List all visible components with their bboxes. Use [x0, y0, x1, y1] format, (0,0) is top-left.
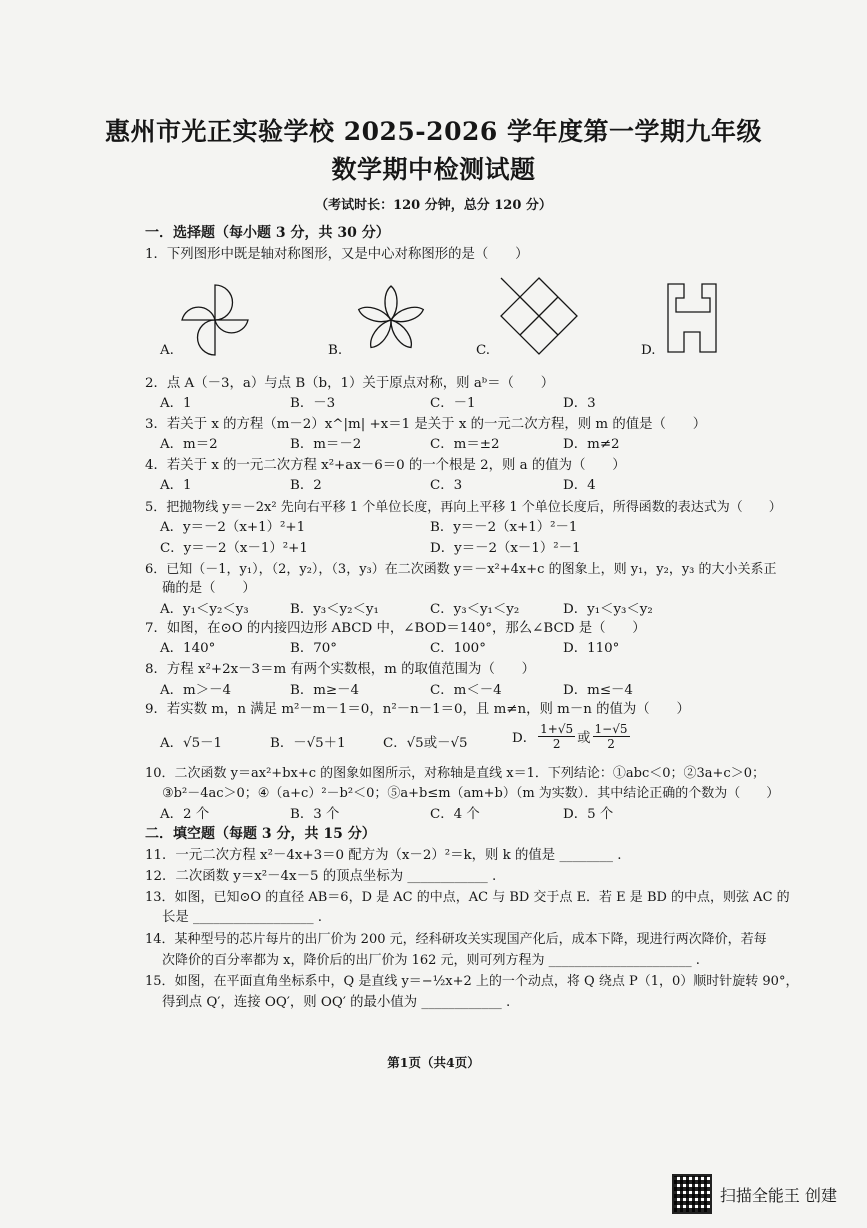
section2-title: 二．填空题（每题 3 分，共 15 分）	[145, 826, 376, 842]
q7-option-a: A．140°	[160, 641, 216, 656]
question-13-stem: 13．如图，已知⊙O 的直径 AB＝6，D 是 AC 的中点，AC 与 BD 交于点 E．若 E 是 BD 的中点，则弦 AC 的	[145, 890, 790, 905]
q3-option-d: D．m≠2	[563, 437, 620, 452]
q2-option-d: D．3	[563, 396, 596, 411]
q10-option-d: D．5 个	[563, 807, 614, 822]
page-footer: 第1页（共4页）	[387, 1055, 480, 1070]
q1-option-c: C.	[476, 343, 491, 358]
question-13-cont: 长是 __________________ .	[162, 910, 323, 925]
scanner-watermark	[672, 1174, 837, 1214]
question-5-stem: 5．把抛物线 y＝－2x² 先向右平移 1 个单位长度，再向上平移 1 个单位长度后，所得函数的表达式为（ ）	[145, 500, 782, 515]
question-8-stem: 8．方程 x²+2x－3＝m 有两个实数根，m 的取值范围为（ ）	[145, 662, 536, 677]
question-6-cont: 确的是（ ）	[162, 581, 256, 596]
q2-option-b: B．－3	[290, 396, 336, 411]
question-6-stem: 6．已知（－1，y₁），（2，y₂），（3，y₃）在二次函数 y＝－x²+4x+c 的图象上，则 y₁，y₂，y₃ 的大小关系正	[145, 562, 777, 577]
question-10-cont: ③b²－4ac＞0；④（a+c）²－b²＜0；⑤a+b≤m（am+b）（m 为实数）．其中结论正确的个数为（ ）	[162, 786, 780, 801]
q5-option-c: C．y＝－2（x－1）²+1	[160, 541, 308, 556]
scanner-watermark-text: 扫描全能王 创建	[719, 1185, 837, 1205]
q1-option-d: D.	[641, 343, 656, 358]
q8-option-a: A．m＞－4	[160, 683, 232, 698]
q8-option-d: D．m≤－4	[563, 683, 633, 698]
q1-option-b: B.	[328, 343, 343, 358]
question-14-cont: 次降价的百分率都为 x，降价后的出厂价为 162 元，则可列方程为 ______________________ .	[162, 953, 700, 968]
q9-fraction-a	[538, 722, 575, 751]
q9-fraction-or: 或	[577, 731, 591, 746]
q1-option-a: A.	[160, 343, 174, 358]
q5-option-b: B．y＝－2（x+1）²－1	[430, 520, 578, 535]
q3-option-a: A．m＝2	[160, 437, 218, 452]
exam-title-line2: 数学期中检测试题	[331, 155, 536, 184]
q2-option-a: A．1	[160, 396, 192, 411]
q9-fraction-a-num: 1+√5	[540, 722, 574, 736]
q9-fraction-b-den: 2	[607, 737, 615, 751]
q6-option-b: B．y₃＜y₂＜y₁	[290, 602, 379, 617]
figure-pinwheel	[180, 280, 250, 360]
question-4-stem: 4．若关于 x 的一元二次方程 x²+ax－6＝0 的一个根是 2，则 a 的值为（ ）	[145, 458, 626, 473]
q9-option-c: C．√5或－√5	[383, 736, 468, 751]
question-14-stem: 14．某种型号的芯片每片的出厂价为 200 元，经科研攻关实现国产化后，成本下降，现进行两次降价，若每	[145, 932, 767, 947]
q9-option-b: B．－√5＋1	[270, 736, 346, 751]
figure-bracket-shape	[664, 280, 720, 356]
question-1-stem: 1．下列图形中既是轴对称图形，又是中心对称图形的是（ ）	[145, 247, 529, 262]
q6-option-d: D．y₁＜y₃＜y₂	[563, 602, 653, 617]
q9-option-d-label: D．	[512, 731, 537, 746]
section1-title: 一．选择题（每小题 3 分，共 30 分）	[145, 225, 390, 241]
question-9-stem: 9．若实数 m，n 满足 m²－m－1＝0，n²－n－1＝0，且 m≠n，则 m－n 的值为（ ）	[145, 702, 690, 717]
q10-option-c: C．4 个	[430, 807, 480, 822]
q10-option-a: A．2 个	[160, 807, 210, 822]
question-12: 12．二次函数 y＝x²－4x－5 的顶点坐标为 ____________ .	[145, 869, 497, 884]
q5-option-d: D．y＝－2（x－1）²－1	[430, 541, 581, 556]
q6-option-c: C．y₃＜y₁＜y₂	[430, 602, 520, 617]
question-2-stem: 2．点 A（－3，a）与点 B（b，1）关于原点对称，则 aᵇ＝（ ）	[145, 376, 555, 391]
q6-option-a: A．y₁＜y₂＜y₃	[160, 602, 249, 617]
q4-option-c: C．3	[430, 478, 463, 493]
question-10-stem: 10．二次函数 y＝ax²+bx+c 的图象如图所示，对称轴是直线 x＝1．下列结论：①abc＜0；②3a+c＞0；	[145, 766, 765, 781]
q4-option-a: A．1	[160, 478, 192, 493]
q7-option-d: D．110°	[563, 641, 620, 656]
question-11: 11．一元二次方程 x²－4x+3＝0 配方为（x－2）²＝k，则 k 的值是 ________ .	[145, 848, 622, 863]
figure-diamond-grid	[498, 275, 580, 357]
exam-title-line1: 惠州市光正实验学校 2025-2026 学年度第一学期九年级	[105, 117, 762, 146]
q4-option-d: D．4	[563, 478, 596, 493]
qr-code-icon	[672, 1174, 712, 1214]
q7-option-b: B．70°	[290, 641, 337, 656]
q9-option-d	[512, 722, 630, 751]
q7-option-c: C．100°	[430, 641, 486, 656]
q4-option-b: B．2	[290, 478, 322, 493]
q9-fraction-b-num: 1−√5	[594, 722, 628, 736]
figure-five-petal-flower	[355, 282, 427, 354]
q9-fraction-a-den: 2	[552, 737, 561, 751]
q5-option-a: A．y＝－2（x+1）²+1	[160, 520, 306, 535]
q8-option-b: B．m≥－4	[290, 683, 360, 698]
q3-option-c: C．m＝±2	[430, 437, 500, 452]
q9-option-a: A．√5－1	[160, 736, 223, 751]
question-15-stem: 15．如图，在平面直角坐标系中，Q 是直线 y＝−½x+2 上的一个动点，将 Q 绕点 P（1，0）顺时针旋转 90°，	[145, 974, 799, 989]
q9-fraction-b	[593, 722, 630, 751]
question-7-stem: 7．如图，在⊙O 的内接四边形 ABCD 中，∠BOD＝140°，那么∠BCD 是（ ）	[145, 621, 646, 636]
q2-option-c: C．－1	[430, 396, 476, 411]
q10-option-b: B．3 个	[290, 807, 340, 822]
q8-option-c: C．m＜－4	[430, 683, 502, 698]
question-15-cont: 得到点 Q′，连接 OQ′，则 OQ′ 的最小值为 ____________ .	[162, 995, 511, 1010]
q3-option-b: B．m＝－2	[290, 437, 362, 452]
exam-info: （考试时长：120 分钟，总分 120 分）	[315, 198, 552, 213]
question-3-stem: 3．若关于 x 的方程（m－2）x^|m| +x＝1 是关于 x 的一元二次方程，则 m 的值是（ ）	[145, 417, 707, 432]
